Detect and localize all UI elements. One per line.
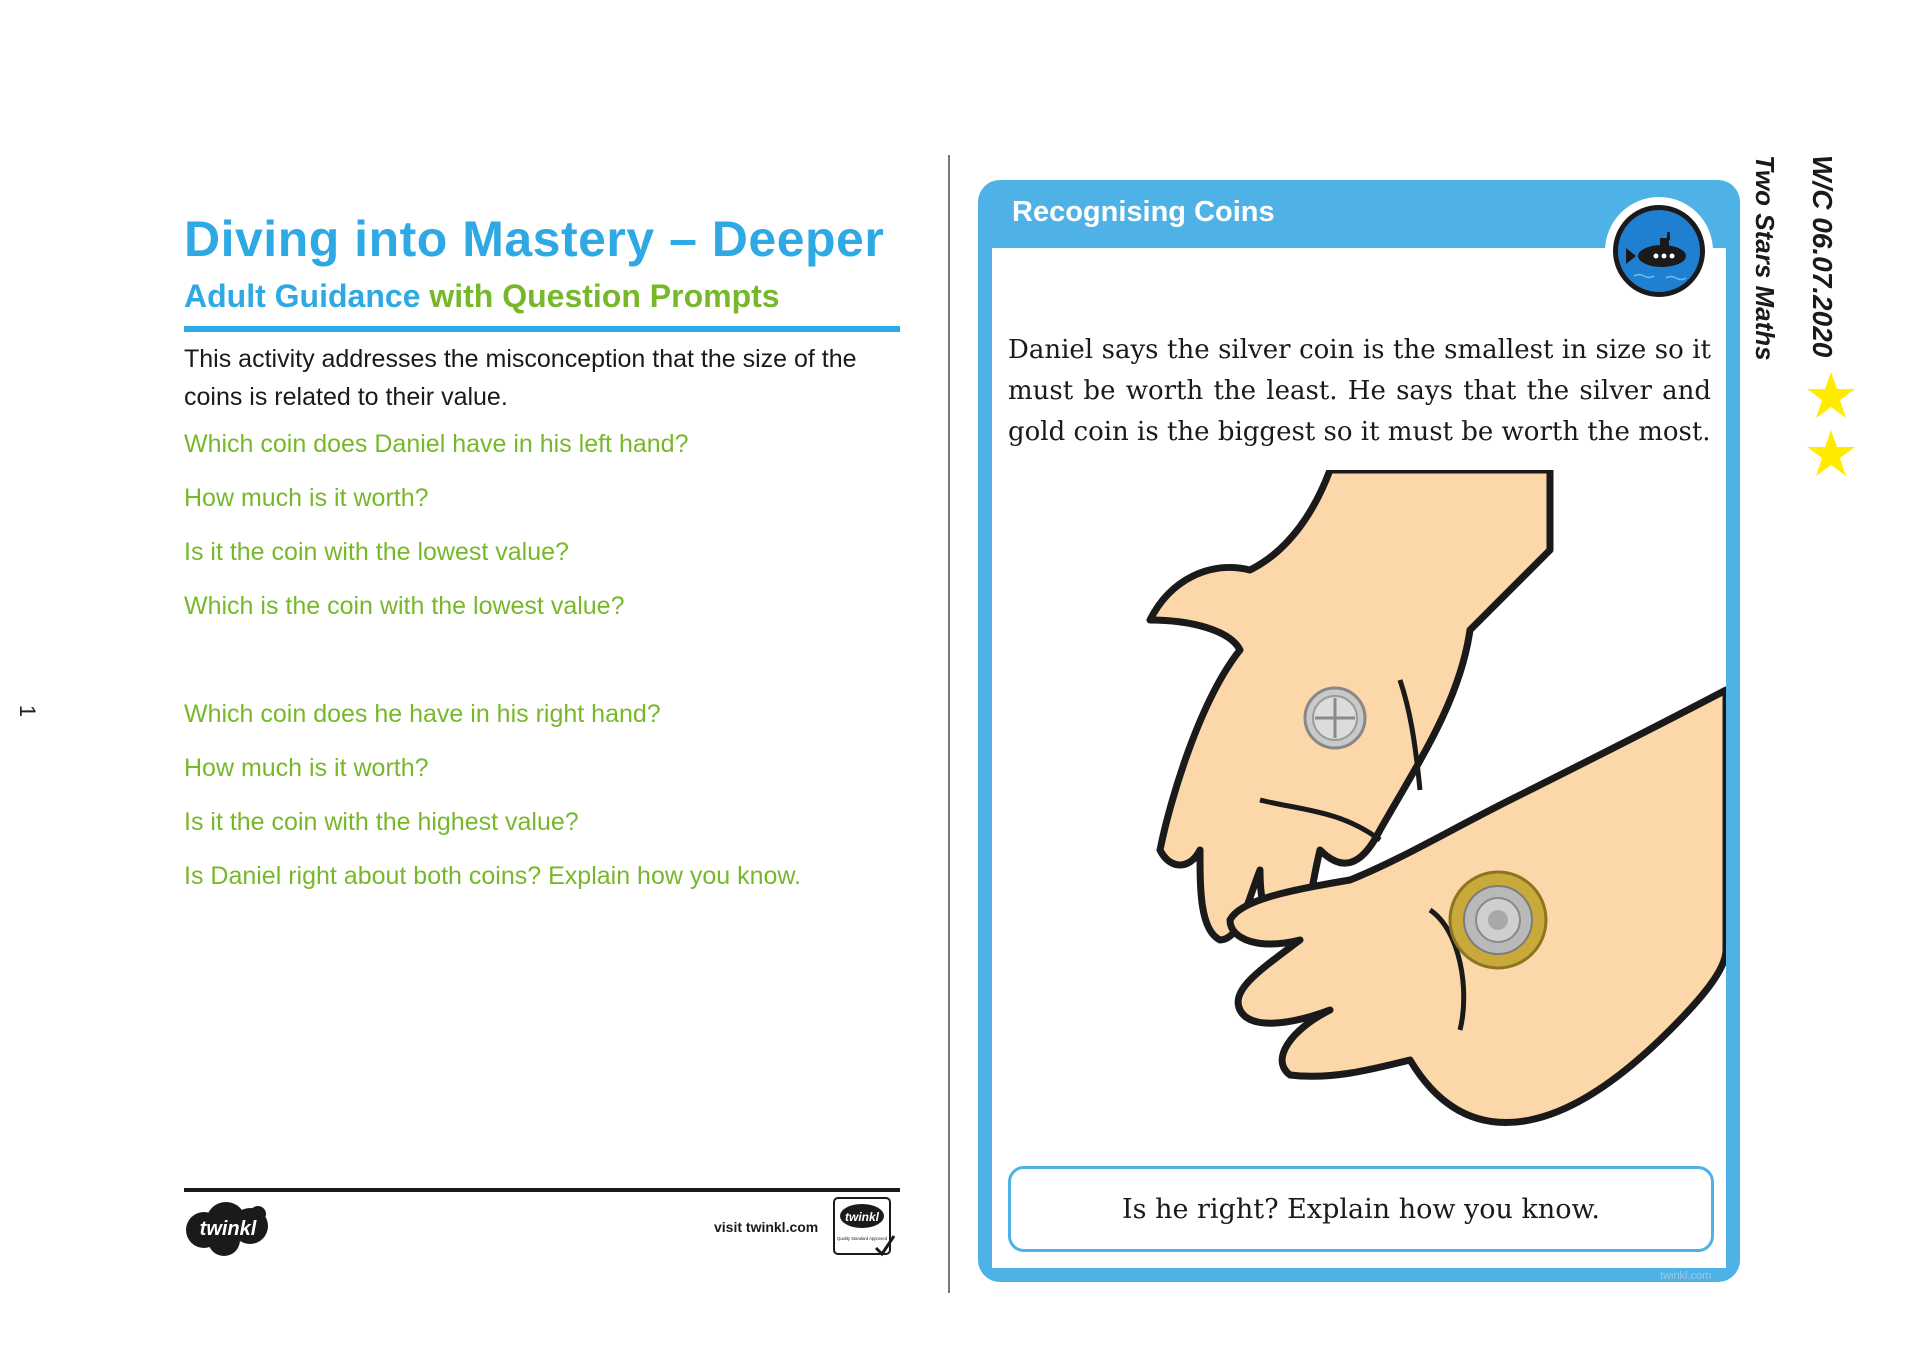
question-prompt: Is it the coin with the highest value? — [184, 808, 579, 836]
subtitle-adult-guidance: Adult Guidance — [184, 278, 421, 314]
star-icon — [1806, 370, 1856, 420]
question-prompt: How much is it worth? — [184, 484, 429, 512]
title-divider — [184, 326, 900, 332]
visit-link[interactable]: visit twinkl.com — [714, 1219, 819, 1235]
badge-subtitle: Quality Standard Approved — [836, 1236, 888, 1241]
twinkl-logo-text: twinkl — [199, 1218, 257, 1240]
badge-title: twinkl — [844, 1210, 880, 1224]
week-commencing-date: W/C 06.07.2020 — [1807, 155, 1838, 358]
quality-standard-badge — [832, 1196, 898, 1260]
question-prompt: Which coin does he have in his right hand? — [184, 700, 661, 728]
watermark: twinkl.com — [1660, 1270, 1712, 1282]
page-subtitle — [184, 278, 780, 315]
question-prompt: How much is it worth? — [184, 754, 429, 782]
silver-coin-icon — [1305, 688, 1365, 748]
question-prompt: Is it the coin with the lowest value? — [184, 538, 569, 566]
question-prompt: Which is the coin with the lowest value? — [184, 592, 625, 620]
card-question: Is he right? Explain how you know. — [1121, 1193, 1601, 1225]
difficulty-level: Two Stars Maths — [1750, 155, 1780, 361]
page-title: Diving into Mastery – Deeper — [184, 211, 885, 267]
question-prompt: Which coin does Daniel have in his left hand? — [184, 430, 689, 458]
intro-text: This activity addresses the misconception that the size of the coins is related to their value. — [184, 345, 857, 411]
twinkl-logo — [184, 1200, 276, 1258]
subtitle-question-prompts: with Question Prompts — [429, 278, 780, 314]
submarine-icon — [1604, 196, 1714, 306]
page-number: 1 — [15, 704, 40, 718]
question-prompt: Is Daniel right about both coins? Explain how you know. — [184, 862, 802, 890]
star-icon — [1806, 428, 1856, 478]
two-tone-coin-icon — [1450, 872, 1546, 968]
card-statement: Daniel says the silver coin is the smallest in size so it must be worth the least. He says that the silver and gold coin is the biggest so it must be worth the most. — [1008, 335, 1711, 447]
page-divider — [948, 155, 950, 1293]
card-title: Recognising Coins — [1012, 196, 1275, 228]
hands-holding-coins-illustration — [1130, 470, 1726, 1150]
footer-divider — [184, 1188, 900, 1192]
